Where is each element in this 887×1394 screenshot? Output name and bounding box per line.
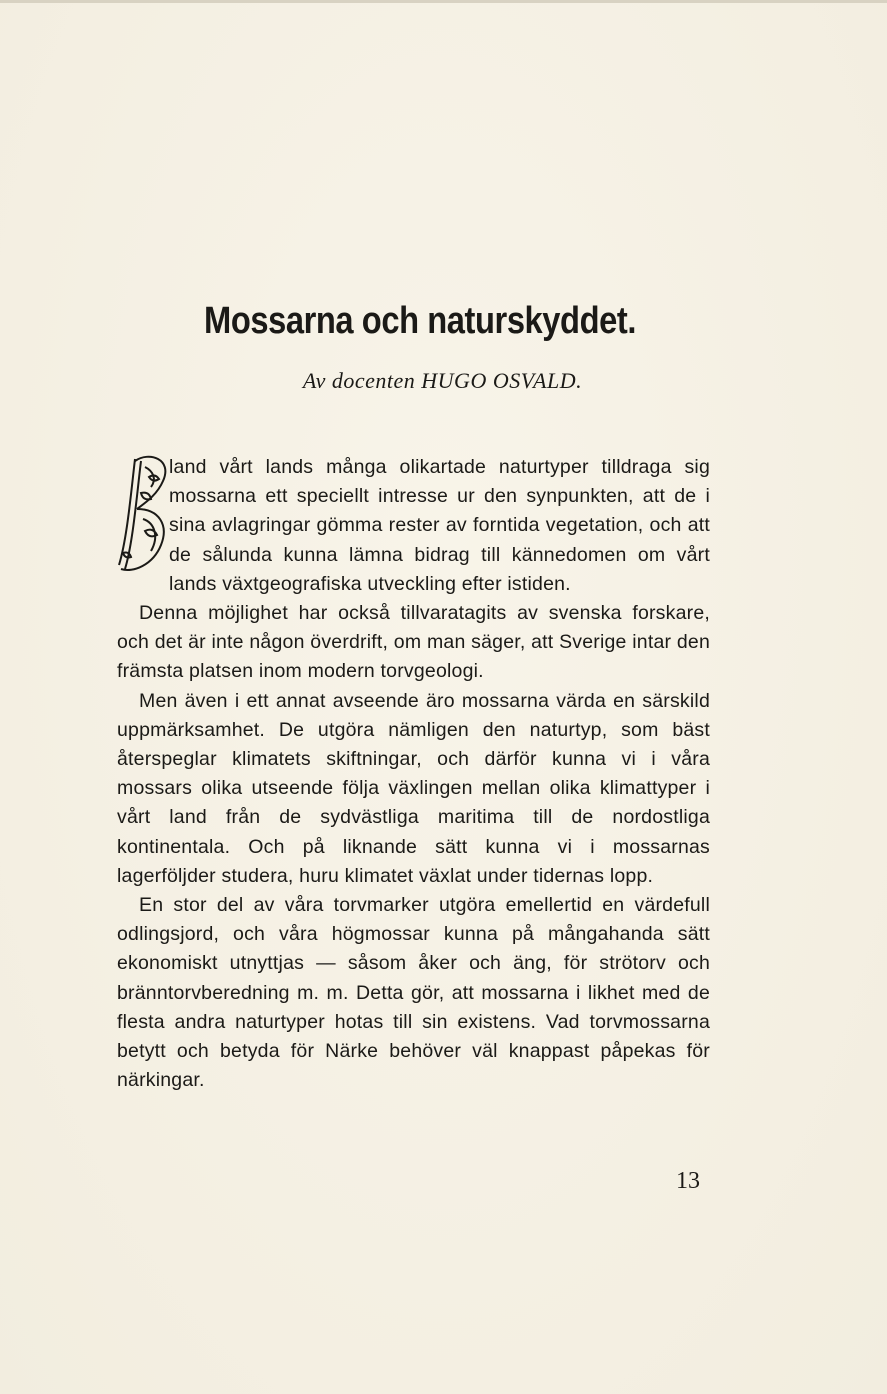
paragraph-1: [117, 453, 710, 599]
paragraph-3: Men även i ett annat avseende äro mossarna värda en särskild uppmärksamhet. De utgöra nämligen den naturtyp, som bäst återspeglar klimatets skiftningar, och därför kunna vi i våra mossars olika utseende följa växlingen mellan olika klimattyper i vårt land från de sydvästliga maritima till de nordostliga kontinentala. Och på liknande sätt kunna vi i mossarnas lagerföljder studera, huru klimatet växlat under tidernas lopp.: [117, 689, 710, 887]
author-byline: Av docenten HUGO OSVALD.: [302, 368, 583, 393]
decorative-initial-b: [115, 453, 165, 573]
paragraph-2: Denna möjlighet har också tillvaratagits av svenska forskare, och det är inte någon överdrift, om man säger, att Sverige intar den främsta platsen inom modern torvgeologi.: [117, 602, 710, 683]
ornamental-b-icon: [115, 453, 171, 575]
paragraph-1-text: land vårt lands många olikartade naturtyper tilldraga sig mossarna ett speciellt intresse ur den synpunkten, att de i sina avlagringar gömma rester av forntida vegetation, och att de sålunda kunna lämna bidrag till kännedomen om vårt lands växtgeografiska utveckling efter istiden.: [169, 456, 710, 595]
paragraph-4: En stor del av våra torvmarker utgöra emellertid en värdefull odlingsjord, och våra högmossar kunna på mångahanda sätt ekonomiskt utnyttjas — såsom åker och äng, för strötorv och bränntorvberedning m. m. Detta gör, att mossarna i likhet med de flesta andra naturtyper hotas till sin existens. Vad torvmossarna betytt och betyda för Närke behöver väl knappast påpekas för närkingar.: [117, 894, 710, 1092]
top-edge: [0, 0, 887, 3]
article-body: [117, 453, 710, 1095]
page-number: 13: [676, 1168, 700, 1194]
article-title: Mossarna och naturskyddet.: [204, 300, 636, 342]
